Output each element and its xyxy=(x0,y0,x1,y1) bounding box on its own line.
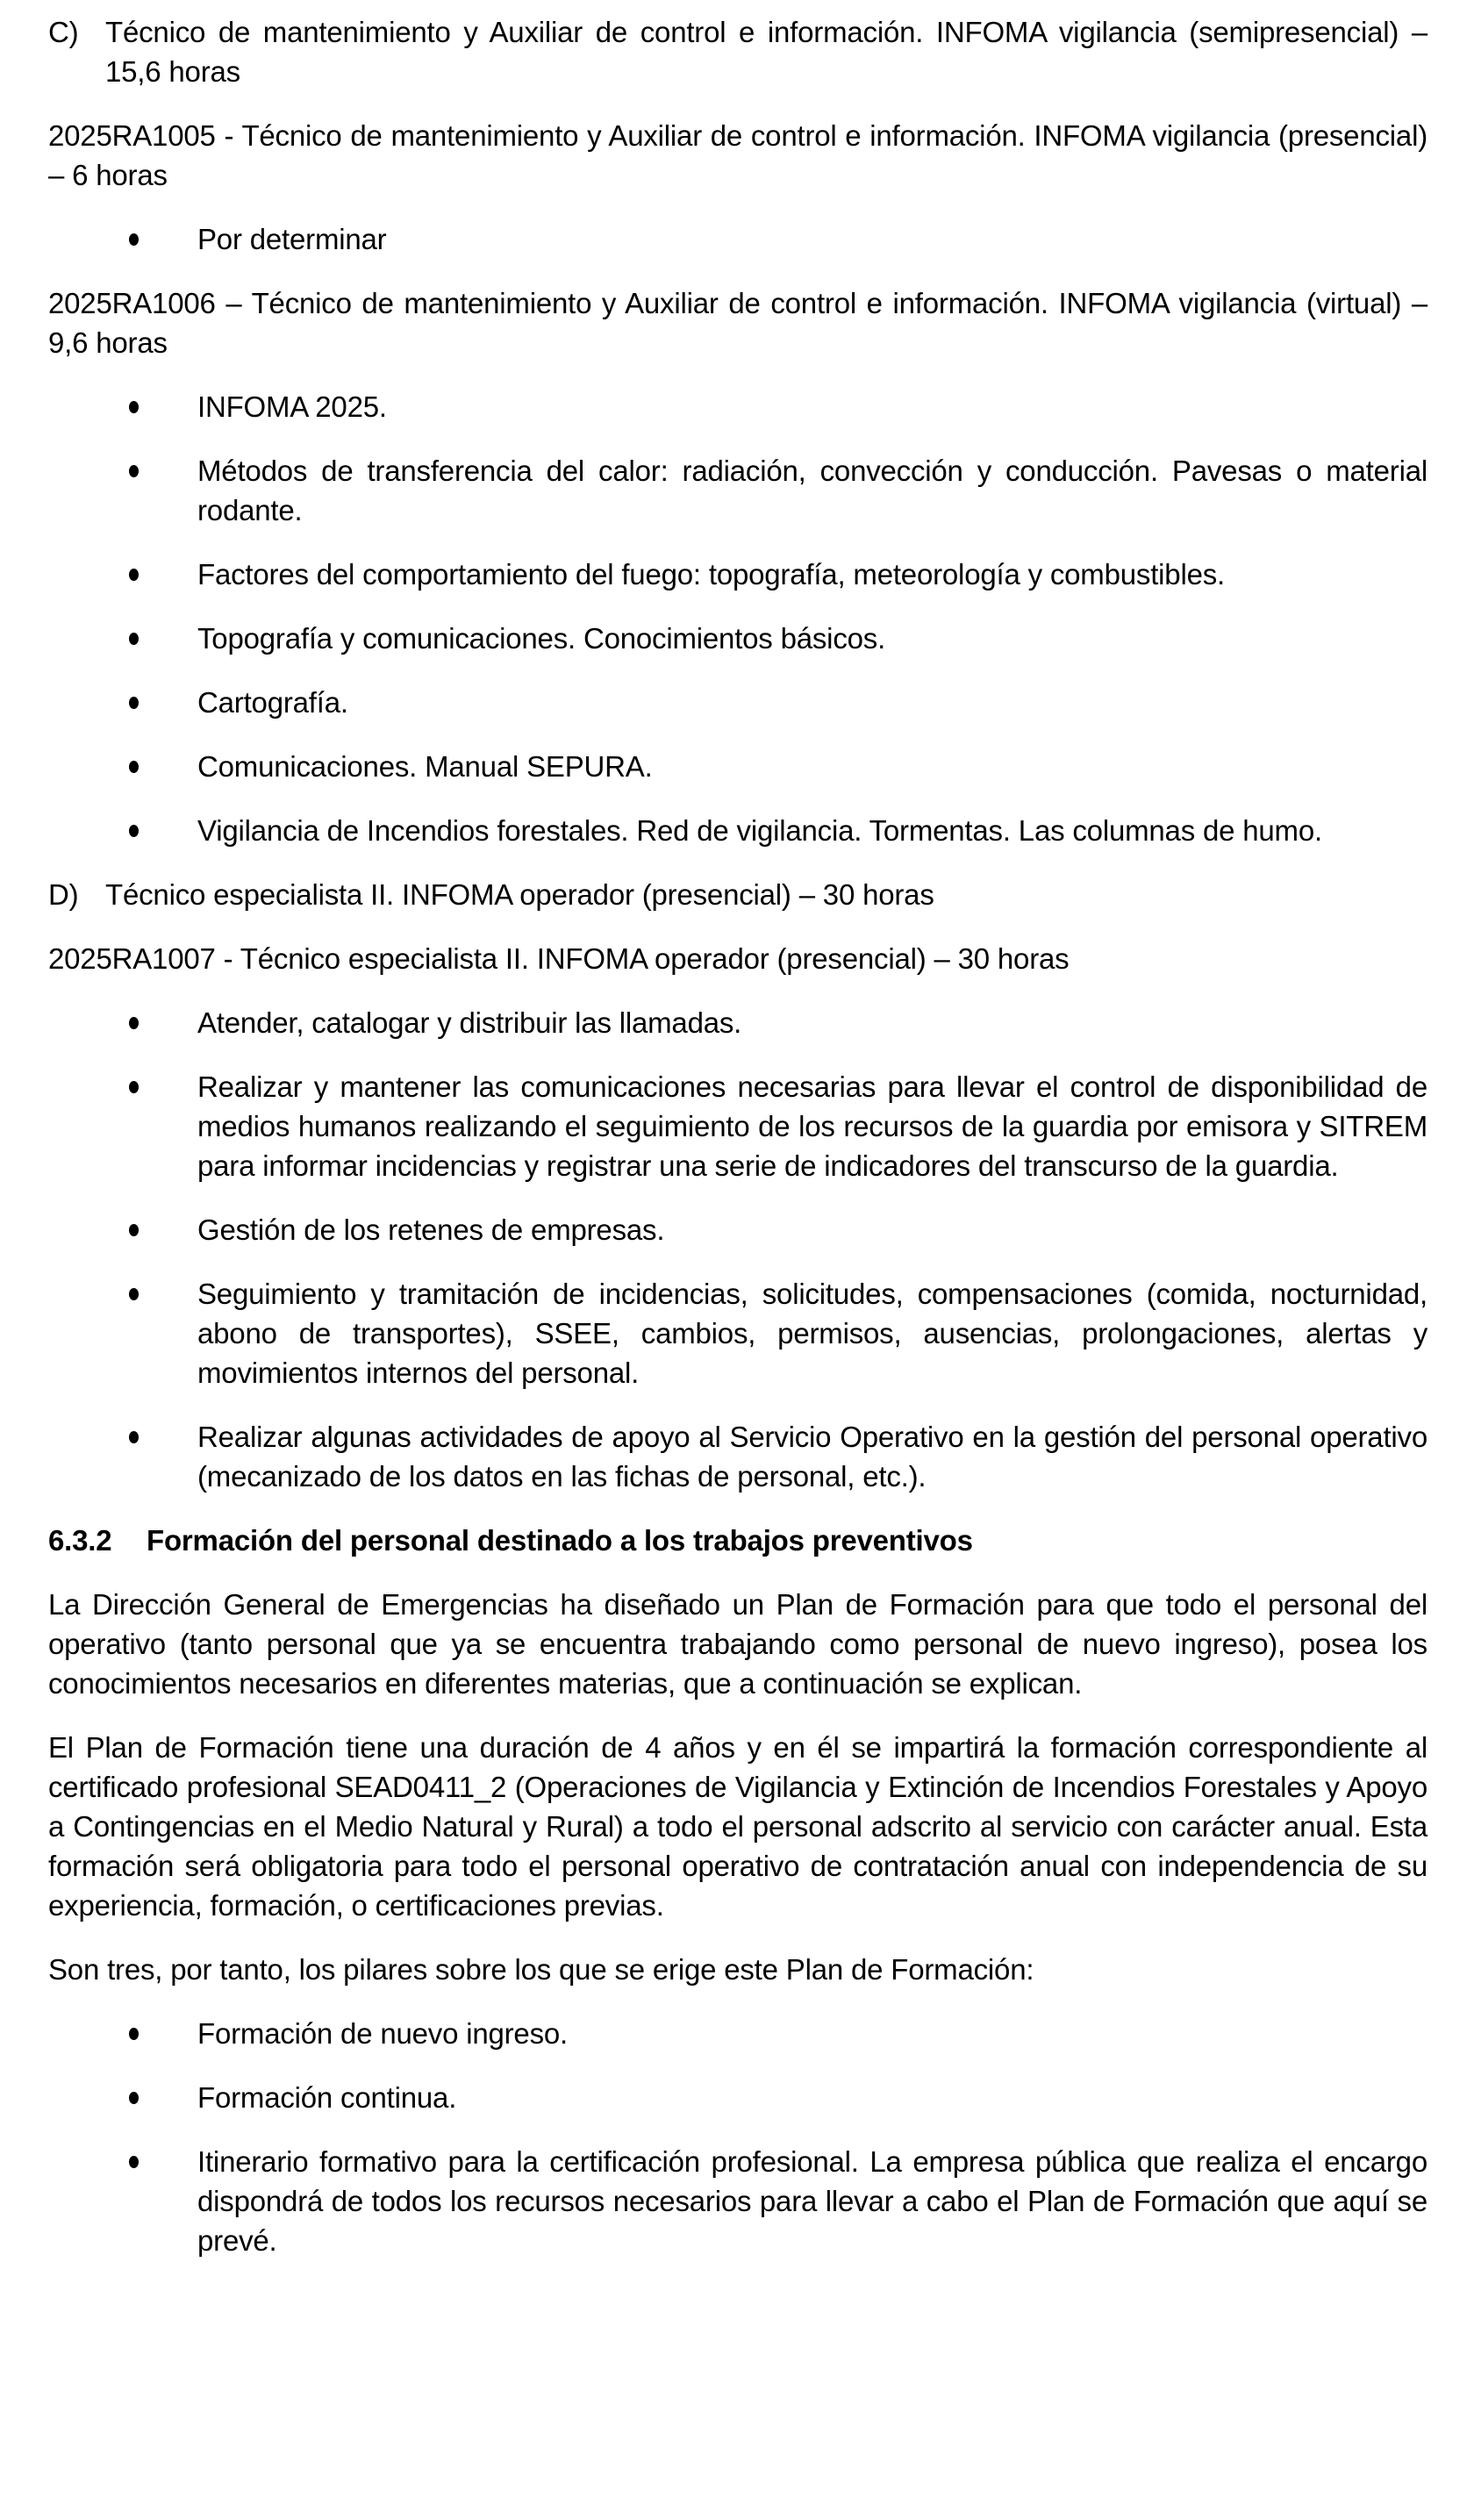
text-content: Formación del personal destinado a los trabajos preventivos xyxy=(147,1524,973,1557)
bullet-icon xyxy=(129,2156,139,2168)
bullet-item xyxy=(48,555,1427,594)
text-content: Topografía y comunicaciones. Conocimientos básicos. xyxy=(197,622,886,655)
text-content: Cartografía. xyxy=(197,686,348,719)
bullet-icon xyxy=(129,465,139,477)
bullet-icon xyxy=(129,2028,139,2040)
bullet-item xyxy=(48,2014,1427,2053)
text-content: Gestión de los retenes de empresas. xyxy=(197,1213,665,1246)
paragraph xyxy=(48,1728,1427,1925)
text-content: Técnico especialista II. INFOMA operador (presencial) – 30 horas xyxy=(105,878,934,911)
section-heading xyxy=(48,1521,1427,1560)
text-content: 2025RA1006 – Técnico de mantenimiento y Auxiliar de control e información. INFOMA vigilancia (virtual) – 9,6 horas xyxy=(48,287,1427,359)
bullet-icon xyxy=(129,1224,139,1236)
text-content: Itinerario formativo para la certificación profesional. La empresa pública que realiza el encargo dispondrá de todos los recursos necesarios para llevar a cabo el Plan de Formación que aquí se prevé. xyxy=(197,2145,1427,2257)
bullet-item xyxy=(48,683,1427,722)
text-content: Técnico de mantenimiento y Auxiliar de control e información. INFOMA vigilancia (semipresencial) – 15,6 horas xyxy=(105,16,1427,88)
text-content: Son tres, por tanto, los pilares sobre los que se erige este Plan de Formación: xyxy=(48,1953,1034,1986)
bullet-icon xyxy=(129,761,139,773)
text-content: Factores del comportamiento del fuego: topografía, meteorología y combustibles. xyxy=(197,558,1226,591)
lettered-item xyxy=(48,875,1427,914)
bullet-item xyxy=(48,219,1427,259)
bullet-item xyxy=(48,811,1427,850)
bullet-item xyxy=(48,619,1427,658)
bullet-icon xyxy=(129,1431,139,1443)
paragraph xyxy=(48,283,1427,362)
bullet-item xyxy=(48,2142,1427,2260)
bullet-icon xyxy=(129,1017,139,1029)
text-content: Comunicaciones. Manual SEPURA. xyxy=(197,750,653,783)
bullet-item xyxy=(48,1067,1427,1185)
bullet-item xyxy=(48,2078,1427,2117)
bullet-icon xyxy=(129,401,139,413)
bullet-item xyxy=(48,1274,1427,1392)
item-letter-label: C) xyxy=(48,16,79,48)
heading-number: 6.3.2 xyxy=(48,1524,112,1557)
item-letter-label: D) xyxy=(48,878,79,911)
paragraph xyxy=(48,1950,1427,1989)
text-content: Vigilancia de Incendios forestales. Red de vigilancia. Tormentas. Las columnas de humo. xyxy=(197,814,1322,847)
paragraph xyxy=(48,1585,1427,1703)
bullet-icon xyxy=(129,1081,139,1093)
paragraph xyxy=(48,939,1427,978)
text-content: Formación de nuevo ingreso. xyxy=(197,2017,569,2050)
text-content: Métodos de transferencia del calor: radiación, convección y conducción. Pavesas o material rodante. xyxy=(197,455,1427,526)
text-content: 2025RA1005 - Técnico de mantenimiento y Auxiliar de control e información. INFOMA vigilancia (presencial) – 6 horas xyxy=(48,119,1427,191)
bullet-icon xyxy=(129,825,139,837)
text-content: Realizar y mantener las comunicaciones necesarias para llevar el control de disponibilidad de medios humanos realizando el seguimiento de los recursos de la guardia por emisora y SITREM para informar incidencias y registrar una serie de indicadores del transcurso de la guardia. xyxy=(197,1070,1427,1182)
paragraph xyxy=(48,116,1427,195)
bullet-icon xyxy=(129,1288,139,1300)
text-content: Por determinar xyxy=(197,223,387,255)
bullet-icon xyxy=(129,2092,139,2104)
text-content: El Plan de Formación tiene una duración de 4 años y en él se impartirá la formación correspondiente al certificado profesional SEAD0411_2 (Operaciones de Vigilancia y Extinción de Incendios Forestales y Apoyo a Contingencias en el Medio Natural y Rural) a todo el personal adscrito al servicio con carácter anual. Esta formación será obligatoria para todo el personal operativo de contratación anual con independencia de su experiencia, formación, o certificaciones previas. xyxy=(48,1731,1427,1922)
text-content: Realizar algunas actividades de apoyo al Servicio Operativo en la gestión del personal operativo (mecanizado de los datos en las fichas de personal, etc.). xyxy=(197,1421,1427,1493)
bullet-item xyxy=(48,387,1427,426)
bullet-item xyxy=(48,1210,1427,1249)
text-content: 2025RA1007 - Técnico especialista II. INFOMA operador (presencial) – 30 horas xyxy=(48,942,1070,975)
text-content: La Dirección General de Emergencias ha diseñado un Plan de Formación para que todo el personal del operativo (tanto personal que ya se encuentra trabajando como personal de nuevo ingreso), posea los conocimientos necesarios en diferentes materias, que a continuación se explican. xyxy=(48,1588,1427,1700)
bullet-item xyxy=(48,747,1427,786)
bullet-icon xyxy=(129,233,139,246)
lettered-item xyxy=(48,12,1427,91)
text-content: Seguimiento y tramitación de incidencias, solicitudes, compensaciones (comida, nocturnidad, abono de transportes), SSEE, cambios, permisos, ausencias, prolongaciones, alertas y movimientos internos del personal. xyxy=(197,1278,1427,1389)
bullet-icon xyxy=(129,697,139,709)
text-content: Atender, catalogar y distribuir las llamadas. xyxy=(197,1006,742,1039)
bullet-icon xyxy=(129,633,139,645)
bullet-item xyxy=(48,451,1427,530)
bullet-icon xyxy=(129,569,139,581)
bullet-item xyxy=(48,1003,1427,1042)
text-content: Formación continua. xyxy=(197,2081,457,2114)
bullet-item xyxy=(48,1417,1427,1496)
text-content: INFOMA 2025. xyxy=(197,390,387,423)
